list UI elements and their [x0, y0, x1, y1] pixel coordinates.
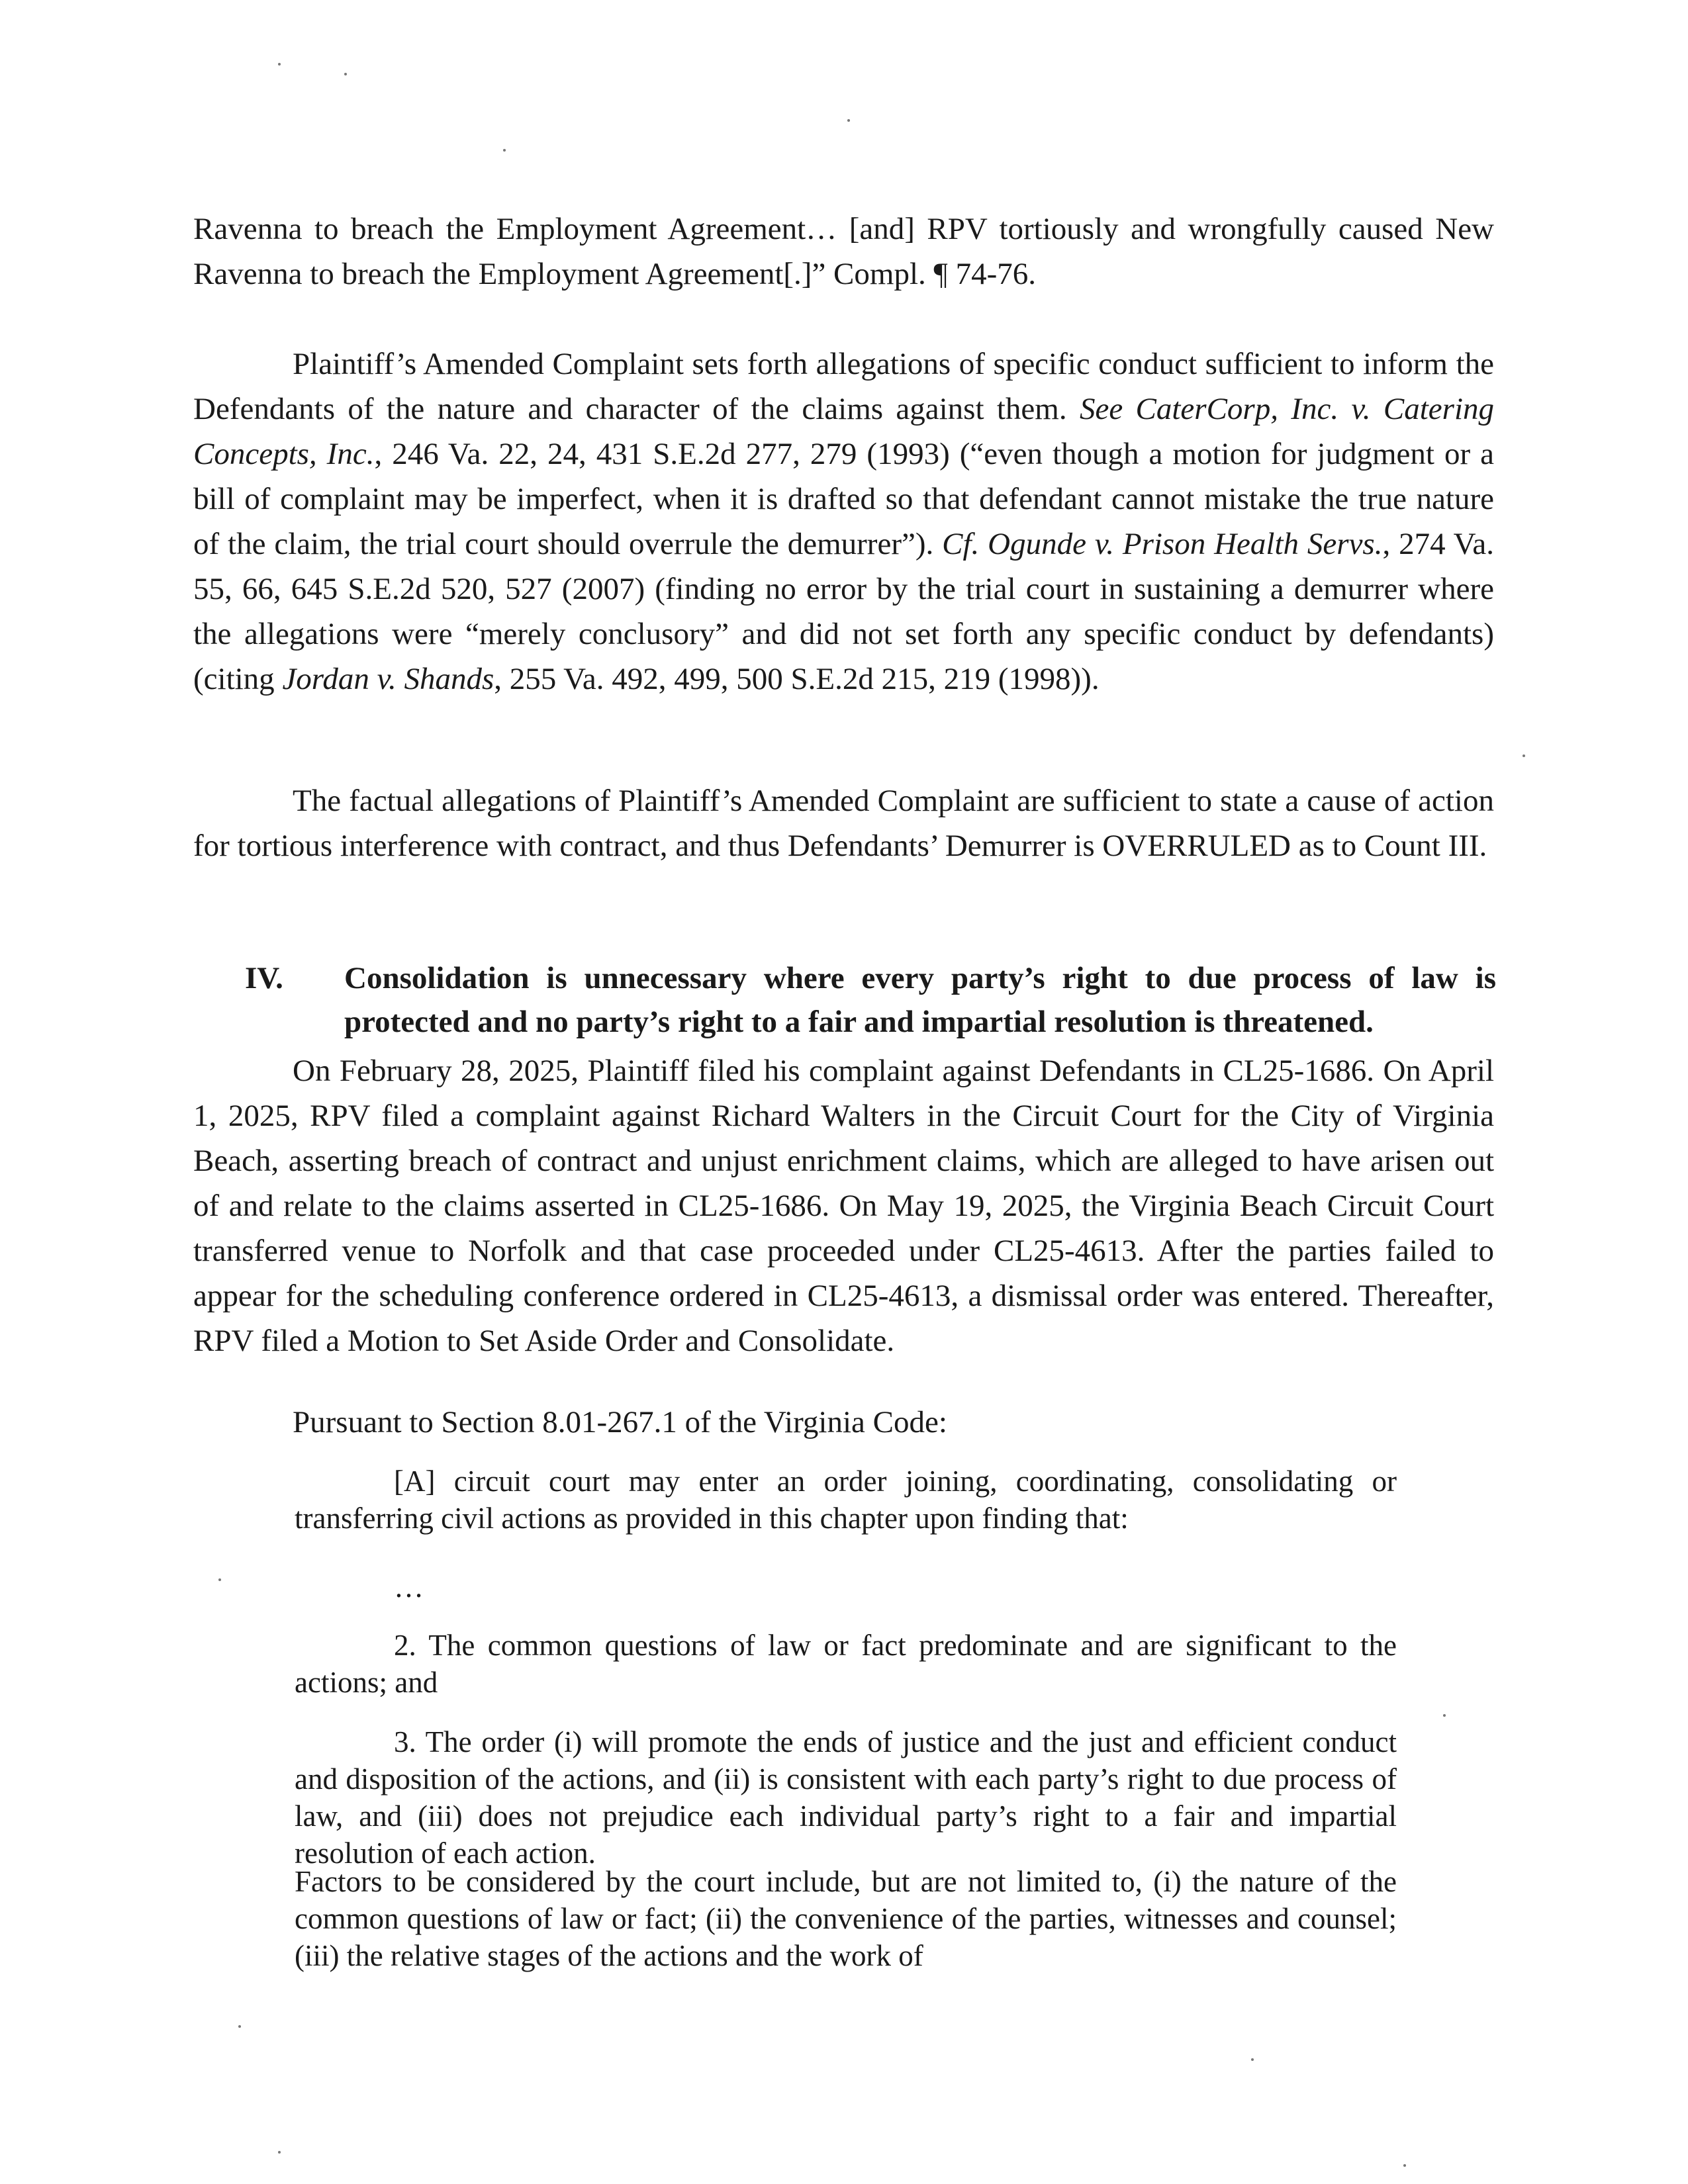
- quote-intro: [A] circuit court may enter an order joining, coordinating, consolidating or transferring civil actions as provided in this chapter upon finding that:: [295, 1465, 1397, 1535]
- scan-speck: [847, 119, 850, 122]
- scan-speck: [1251, 2058, 1254, 2061]
- scan-speck: [1443, 1714, 1446, 1717]
- section-number: IV.: [245, 961, 283, 995]
- quote-item-2: 2. The common questions of law or fact predominate and are significant to the actions; and: [295, 1629, 1397, 1699]
- paragraph-continuation: Ravenna to breach the Employment Agreement… [and] RPV tortiously and wrongfully caused New Ravenna to breach the Employment Agreement[.]” Compl. ¶ 74-76.: [193, 212, 1494, 291]
- sufficiency-text-4: , 255 Va. 492, 499, 500 S.E.2d 215, 219 (1998)).: [494, 662, 1100, 696]
- quote-factors: Factors to be considered by the court include, but are not limited to, (i) the nature of the common questions of law or fact; (ii) the convenience of the parties, witnesses and counsel; (iii) the relative stages of the actions and the work of: [295, 1865, 1397, 1972]
- citation-ogunde: Cf. Ogunde v. Prison Health Servs.: [942, 527, 1383, 561]
- paragraph-overruled: The factual allegations of Plaintiff’s Amended Complaint are sufficient to state a cause of action for tortious interference with contract, and thus Defendants’ Demurrer is OVERRULED as to Count III.: [193, 784, 1494, 863]
- scan-speck: [218, 1578, 221, 1581]
- scan-speck: [278, 2151, 281, 2154]
- paragraph-sufficiency: [193, 341, 1494, 702]
- citation-catercorp: See CaterCorp, Inc. v. Catering Concepts, Inc.: [193, 392, 1494, 471]
- scan-speck: [1403, 2164, 1406, 2167]
- paragraph-procedural-history: On February 28, 2025, Plaintiff filed his complaint against Defendants in CL25-1686. On April 1, 2025, RPV filed a complaint against Richard Walters in the Circuit Court for the City of Virginia Beach, asserting breach of contract and unjust enrichment claims, which are alleged to have arisen out of and relate to the claims asserted in CL25-1686. On May 19, 2025, the Virginia Beach Circuit Court transferred venue to Norfolk and that case proceeded under CL25-4613. After the parties failed to appear for the scheduling conference ordered in CL25-4613, a dismissal order was entered. Thereafter, RPV filed a Motion to Set Aside Order and Consolidate.: [193, 1054, 1494, 1358]
- sufficiency-text-2: , 246 Va. 22, 24, 431 S.E.2d 277, 279 (1993) (“even though a motion for judgment or a bill of complaint may be imperfect, when it is drafted so that defendant cannot mistake the true nature of the claim, the trial court should overrule the demurrer”).: [193, 437, 1494, 561]
- scan-speck: [503, 149, 506, 152]
- scan-speck: [238, 2025, 241, 2028]
- citation-jordan: Jordan v. Shands: [282, 662, 494, 696]
- paragraph-pursuant: Pursuant to Section 8.01-267.1 of the Virginia Code:: [293, 1405, 947, 1439]
- section-heading: [245, 956, 1496, 1044]
- quote-ellipsis: …: [394, 1570, 424, 1604]
- section-title: Consolidation is unnecessary where every party’s right to due process of law is protected and no party’s right to a fair and impartial resolution is threatened.: [344, 961, 1496, 1039]
- scan-speck: [344, 73, 347, 75]
- scan-speck: [278, 63, 281, 66]
- quote-item-3: 3. The order (i) will promote the ends of justice and the just and efficient conduct and disposition of the actions, and (ii) is consistent with each party’s right to due process of law, and (iii) does not prejudice each individual party’s right to a fair and impartial resolution of each action.: [295, 1725, 1397, 1870]
- sufficiency-text-3: , 274 Va. 55, 66, 645 S.E.2d 520, 527 (2007) (finding no error by the trial court in sustaining a demurrer where the allegations were “merely conclusory” and did not set forth any specific conduct by defendants) (citing: [193, 527, 1494, 696]
- scan-speck: [1523, 754, 1525, 757]
- sufficiency-text-1: Plaintiff’s Amended Complaint sets forth allegations of specific conduct sufficient to inform the Defendants of the nature and character of the claims against them.: [193, 347, 1494, 426]
